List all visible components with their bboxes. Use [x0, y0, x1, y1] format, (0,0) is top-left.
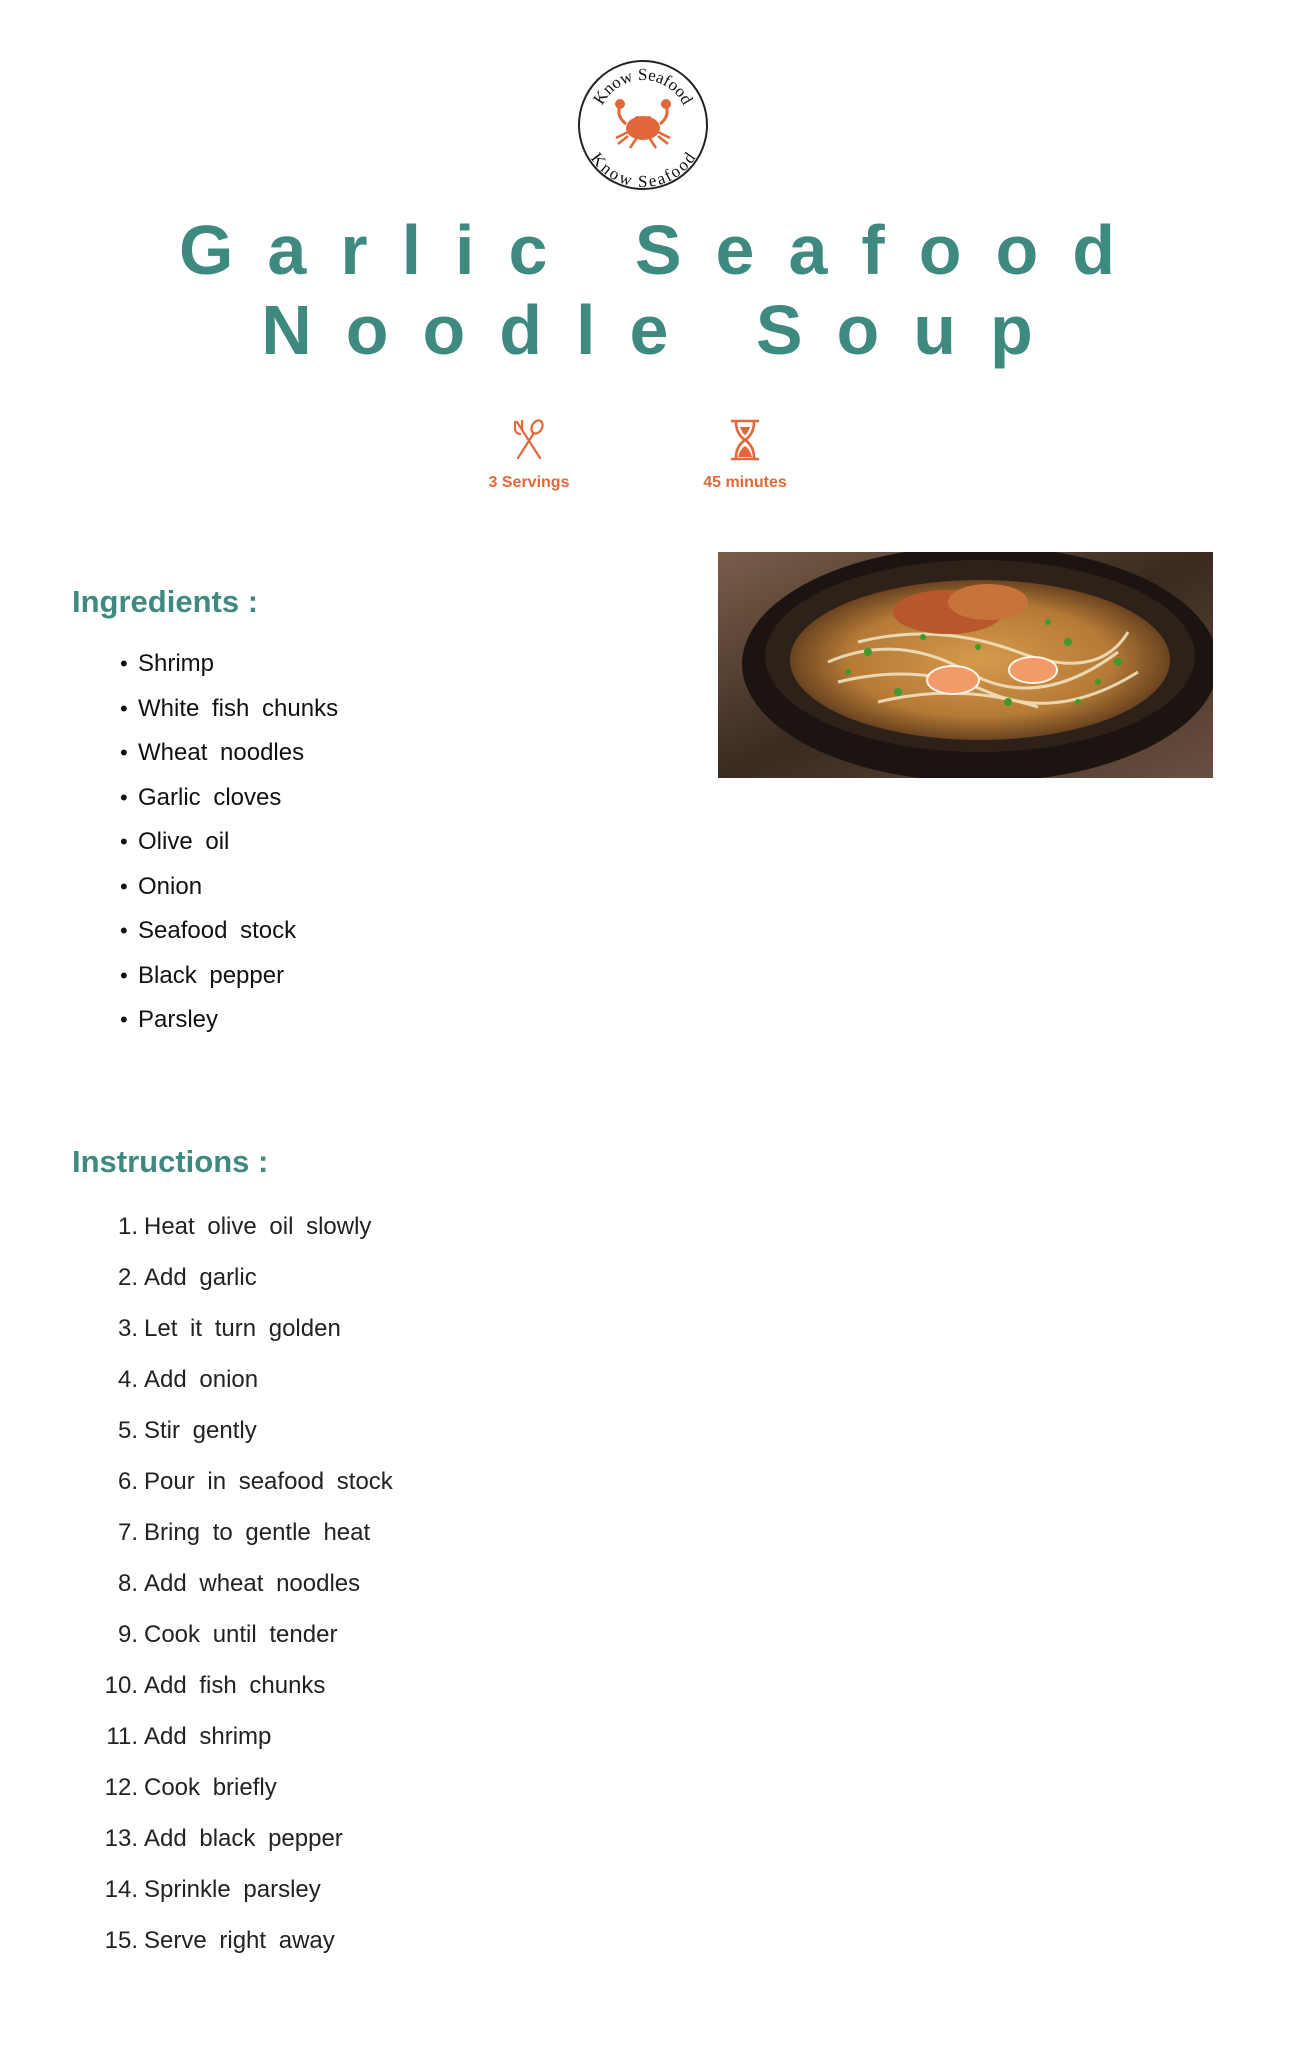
- step-text: Add garlic: [144, 1264, 257, 1291]
- time-label: 45 minutes: [703, 474, 787, 491]
- step-number: 7.: [117, 1519, 138, 1546]
- step-number: 8.: [117, 1570, 138, 1597]
- instruction-step: [92, 1252, 393, 1303]
- bullet-icon: •: [120, 651, 128, 676]
- step-text: Serve right away: [144, 1927, 335, 1954]
- instruction-step: [92, 1762, 393, 1813]
- ingredient-text: Wheat noodles: [138, 739, 305, 766]
- instruction-step: [92, 1405, 393, 1456]
- step-number: 3.: [117, 1315, 138, 1342]
- step-text: Sprinkle parsley: [144, 1876, 321, 1903]
- instruction-step: [92, 1711, 393, 1762]
- step-number: 5.: [117, 1417, 138, 1444]
- recipe-title-line2: Noodle Soup: [261, 291, 1067, 369]
- hourglass-icon: [728, 418, 762, 462]
- recipe-title-line1: Garlic Seafood: [178, 211, 1150, 289]
- instruction-step: [92, 1660, 393, 1711]
- recipe-title: [0, 210, 1294, 370]
- instruction-step: [92, 1456, 393, 1507]
- bullet-icon: •: [120, 829, 128, 854]
- ingredient-item: [120, 820, 338, 865]
- step-text: Add onion: [144, 1366, 259, 1393]
- step-number: 2.: [117, 1264, 138, 1291]
- step-text: Add black pepper: [144, 1825, 343, 1852]
- instruction-step: [92, 1813, 393, 1864]
- time-info: [685, 418, 805, 492]
- step-number: 12.: [104, 1774, 138, 1801]
- step-text: Heat olive oil slowly: [144, 1213, 372, 1240]
- ingredient-item: [120, 998, 338, 1043]
- instruction-step: [92, 1354, 393, 1405]
- instruction-step: [92, 1609, 393, 1660]
- ingredients-heading: Ingredients :: [72, 584, 259, 619]
- ingredient-text: Black pepper: [138, 961, 285, 989]
- ingredient-text: Shrimp: [138, 650, 215, 677]
- ingredient-text: Garlic cloves: [138, 783, 282, 811]
- instruction-step: [92, 1915, 393, 1966]
- instruction-step: [92, 1864, 393, 1915]
- step-number: 15.: [104, 1927, 138, 1954]
- step-number: 1.: [117, 1213, 138, 1240]
- instruction-step: [92, 1558, 393, 1609]
- bullet-icon: •: [120, 695, 128, 721]
- step-text: Bring to gentle heat: [144, 1519, 371, 1546]
- ingredient-text: Seafood stock: [138, 917, 297, 944]
- ingredient-item: [120, 642, 338, 687]
- instruction-step: [92, 1201, 393, 1252]
- step-number: 11.: [106, 1723, 138, 1750]
- ingredient-text: Onion: [138, 872, 203, 900]
- ingredient-item: [120, 687, 338, 732]
- ingredient-item: [120, 731, 338, 776]
- ingredient-item: [120, 909, 338, 954]
- step-number: 14.: [104, 1876, 138, 1903]
- noodle-soup-bowl-image: [718, 552, 1213, 778]
- ingredients-list: [120, 642, 338, 1043]
- servings-info: [469, 418, 589, 492]
- bullet-icon: •: [120, 740, 128, 765]
- step-text: Cook briefly: [144, 1774, 277, 1801]
- step-number: 9.: [117, 1621, 138, 1648]
- step-text: Add wheat noodles: [144, 1570, 361, 1597]
- ingredient-item: [120, 954, 338, 999]
- bullet-icon: •: [120, 1007, 128, 1032]
- instructions-heading: Instructions :: [72, 1144, 269, 1179]
- bullet-icon: •: [120, 918, 128, 943]
- servings-label: 3 Servings: [488, 474, 570, 491]
- know-seafood-logo: [576, 58, 710, 192]
- fork-spoon-icon: [512, 418, 546, 462]
- bullet-icon: •: [120, 962, 128, 988]
- step-text: Pour in seafood stock: [144, 1468, 393, 1495]
- step-number: 4.: [117, 1366, 138, 1393]
- ingredient-text: Parsley: [138, 1006, 219, 1033]
- bullet-icon: •: [120, 784, 128, 810]
- logo-top-text: Know Seafood: [589, 64, 697, 108]
- ingredient-item: [120, 776, 338, 821]
- instructions-list: [92, 1201, 393, 1966]
- step-text: Let it turn golden: [144, 1315, 341, 1342]
- step-number: 13.: [104, 1825, 138, 1852]
- step-number: 6.: [117, 1468, 138, 1495]
- bullet-icon: •: [120, 873, 128, 899]
- ingredient-text: Olive oil: [138, 828, 230, 855]
- step-text: Cook until tender: [144, 1621, 338, 1648]
- instruction-step: [92, 1303, 393, 1354]
- step-text: Add fish chunks: [144, 1672, 326, 1699]
- ingredient-item: [120, 865, 338, 910]
- ingredient-text: White fish chunks: [138, 694, 339, 722]
- step-text: Add shrimp: [144, 1723, 272, 1750]
- step-number: 10.: [104, 1672, 138, 1699]
- instruction-step: [92, 1507, 393, 1558]
- logo-bottom-text: Know Seafood: [587, 148, 700, 192]
- step-text: Stir gently: [144, 1417, 257, 1444]
